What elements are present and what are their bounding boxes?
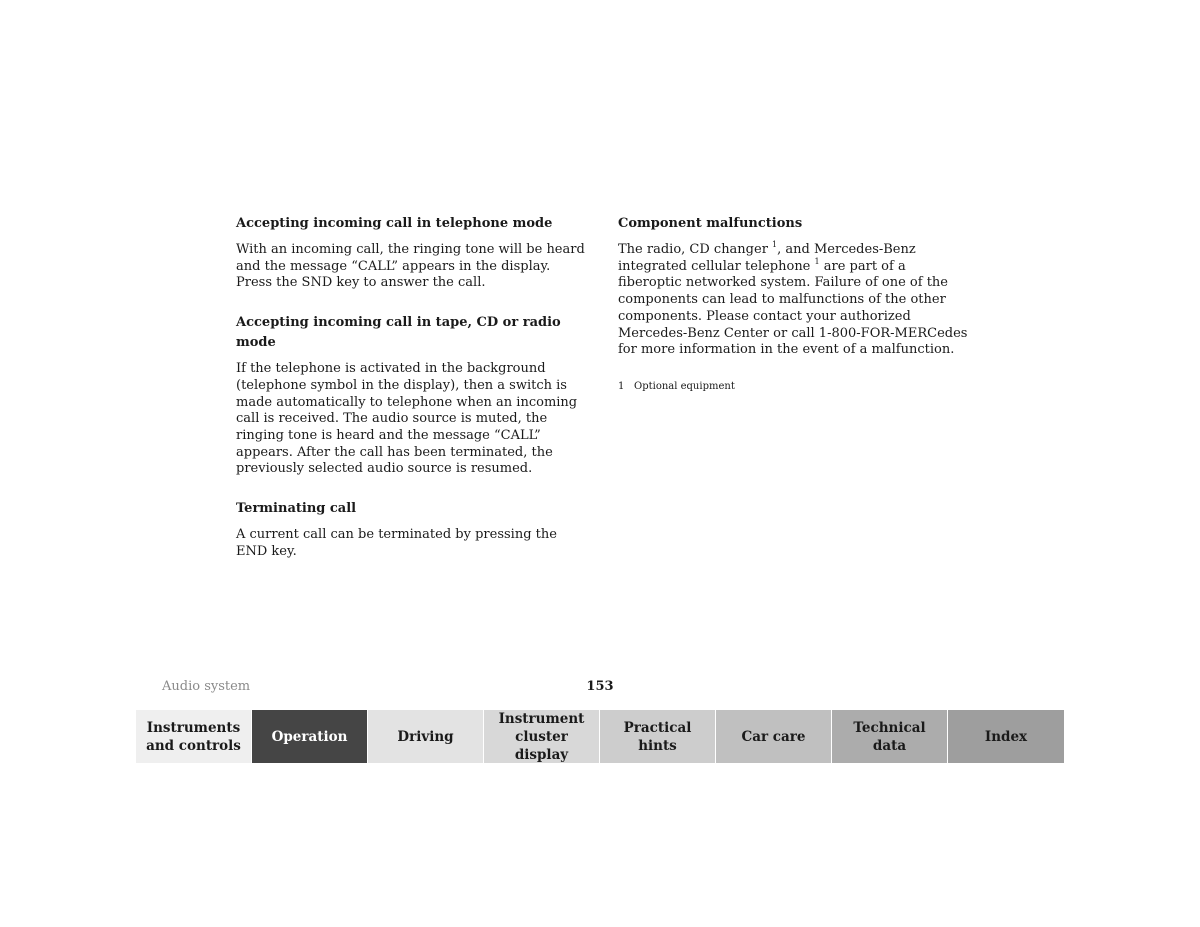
section-terminating-call <box>236 499 586 560</box>
section-accept-call-telephone-mode <box>236 214 586 292</box>
left-column <box>236 214 586 581</box>
nav-tab-technical-data[interactable]: Technical data <box>832 710 948 763</box>
footer-section-label: Audio system <box>162 679 251 694</box>
footnote-text: Optional equipment <box>634 380 735 392</box>
nav-tab-driving[interactable]: Driving <box>368 710 484 763</box>
section-heading: Terminating call <box>236 501 357 517</box>
section-body: If the telephone is activated in the background (telephone symbol in the display), then a switch is made automatically to telephone when an incoming call is received. The audio source is muted, the ringing tone is heard and the message “CALL” appears. After the call has been terminated, the previously selected audio source is resumed. <box>236 361 578 477</box>
footnote-ref: 1 <box>814 256 820 266</box>
right-column <box>618 214 968 394</box>
footnote-number: 1 <box>618 380 625 392</box>
footnote <box>618 380 968 394</box>
nav-tab-operation[interactable]: Operation <box>252 710 368 763</box>
section-body <box>618 242 968 359</box>
body-text: , and Mercedes-Benz integrated cellular telephone <box>618 242 916 274</box>
nav-tab-practical-hints[interactable]: Practical hints <box>600 710 716 763</box>
section-heading: Component malfunctions <box>618 216 803 231</box>
footnote-ref: 1 <box>772 240 778 249</box>
chapter-nav-bar <box>136 710 1064 763</box>
section-body: A current call can be terminated by pressing the END key. <box>236 527 557 559</box>
nav-tab-instruments-and-controls[interactable]: Instruments and controls <box>136 710 252 763</box>
section-body: With an incoming call, the ringing tone will be heard and the message “CALL” appears in the display. Press the SND key to answer the call. <box>236 242 585 291</box>
nav-tab-car-care[interactable]: Car care <box>716 710 832 763</box>
section-accept-call-tape-cd-radio-mode <box>236 313 586 478</box>
nav-tab-index[interactable]: Index <box>948 710 1064 763</box>
page-number: 153 <box>586 679 614 694</box>
body-text: are part of a fiberoptic networked system. Failure of one of the components can lead to malfunctions of the other components. Please contact your authorized Mercedes-Benz Center or call 1-800-FOR-MERCedes for more information in the event of a malfunction. <box>618 258 968 358</box>
body-text: The radio, CD changer <box>618 242 773 257</box>
section-heading: Accepting incoming call in telephone mode <box>236 216 553 231</box>
section-component-malfunctions <box>618 214 968 359</box>
nav-tab-instrument-cluster-display[interactable]: Instrument cluster display <box>484 710 600 763</box>
section-heading: Accepting incoming call in tape, CD or radio mode <box>236 315 561 351</box>
